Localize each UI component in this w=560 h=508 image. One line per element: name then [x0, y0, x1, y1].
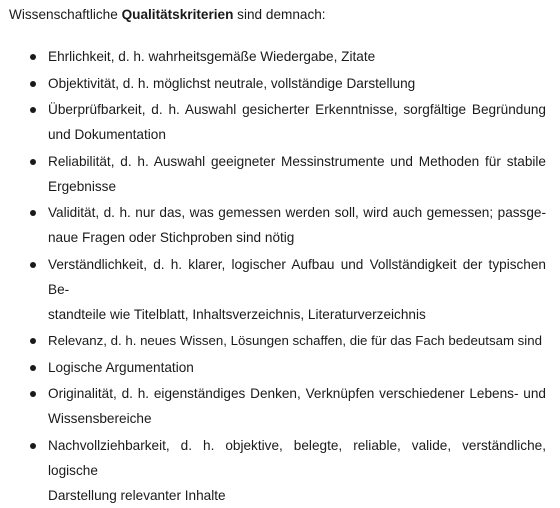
- list-item-logische-argumentation: [9, 355, 546, 380]
- list-item-line: Darstellung relevanter Inhalte: [48, 487, 226, 503]
- bullet-icon: [30, 210, 36, 216]
- bullet-icon: [30, 365, 36, 371]
- list-item-objektivitaet: [9, 71, 546, 96]
- criteria-list: [9, 44, 546, 508]
- list-item-line: Relevanz, d. h. neues Wissen, Lösungen schaffen, die für das Fach bedeutsam sind: [48, 333, 542, 348]
- bullet-icon: [30, 443, 36, 449]
- list-item-line: Verständlichkeit, d. h. klarer, logischer Aufbau und Vollständigkeit der typischen Be-: [48, 256, 546, 297]
- list-item-text: [48, 381, 546, 431]
- intro-sentence: [9, 6, 546, 24]
- list-item-nachvollziehbarkeit: [9, 433, 546, 508]
- list-item-text: [48, 97, 546, 147]
- list-item-line: Ergebnisse: [48, 178, 117, 194]
- list-item-line: Logische Argumentation: [48, 359, 194, 375]
- list-item-line: und Dokumentation: [48, 127, 166, 142]
- list-item-text: [48, 433, 546, 508]
- list-item-reliabilitaet: [9, 149, 546, 199]
- list-item-line: Ehrlichkeit, d. h. wahrheitsgemäße Wiedergabe, Zitate: [48, 49, 376, 64]
- list-item-line: Originalität, d. h. eigenständiges Denken, Verknüpfen verschiedener Lebens- und: [48, 386, 546, 401]
- list-item-line: Nachvollziehbarkeit, d. h. objektive, belegte, reliable, valide, verständliche, logische: [48, 437, 546, 478]
- list-item-line: naue Fragen oder Stichproben sind nötig: [48, 230, 295, 245]
- list-item-line: Überprüfbarkeit, d. h. Auswahl gesicherter Erkenntnisse, sorgfältige Begründung: [48, 102, 546, 117]
- bullet-icon: [30, 107, 36, 113]
- list-item-line: Reliabilität, d. h. Auswahl geeigneter Messinstrumente und Methoden für stabile: [48, 153, 546, 169]
- list-item-ueberpruefbarkeit: [9, 97, 546, 147]
- bullet-icon: [30, 81, 36, 87]
- list-item-text: [48, 200, 546, 250]
- intro-text-after: sind demnach:: [233, 7, 326, 22]
- list-item-line: Objektivität, d. h. möglichst neutrale, vollständige Darstellung: [48, 75, 416, 91]
- bullet-icon: [30, 391, 36, 397]
- list-item-line: Wissensbereiche: [48, 411, 152, 426]
- list-item-verstaendlichkeit: [9, 252, 546, 327]
- list-item-line: standteile wie Titelblatt, Inhaltsverzeichnis, Literaturverzeichnis: [48, 306, 426, 322]
- intro-bold-term: Qualitätskriterien: [121, 7, 234, 22]
- list-item-text: [48, 328, 546, 353]
- list-item-line: Validität, d. h. nur das, was gemessen werden soll, wird auch gemessen; passge-: [48, 205, 546, 220]
- intro-text-before: Wissenschaftliche: [9, 7, 122, 22]
- list-item-text: [48, 44, 546, 69]
- list-item-text: [48, 355, 546, 380]
- bullet-icon: [30, 262, 36, 268]
- bullet-icon: [30, 338, 36, 344]
- list-item-originalitaet: [9, 381, 546, 431]
- list-item-text: [48, 149, 546, 199]
- bullet-icon: [30, 159, 36, 165]
- list-item-text: [48, 252, 546, 327]
- bullet-icon: [30, 54, 36, 60]
- list-item-ehrlichkeit: [9, 44, 546, 69]
- list-item-relevanz: [9, 328, 546, 353]
- list-item-text: [48, 71, 546, 96]
- list-item-validitaet: [9, 200, 546, 250]
